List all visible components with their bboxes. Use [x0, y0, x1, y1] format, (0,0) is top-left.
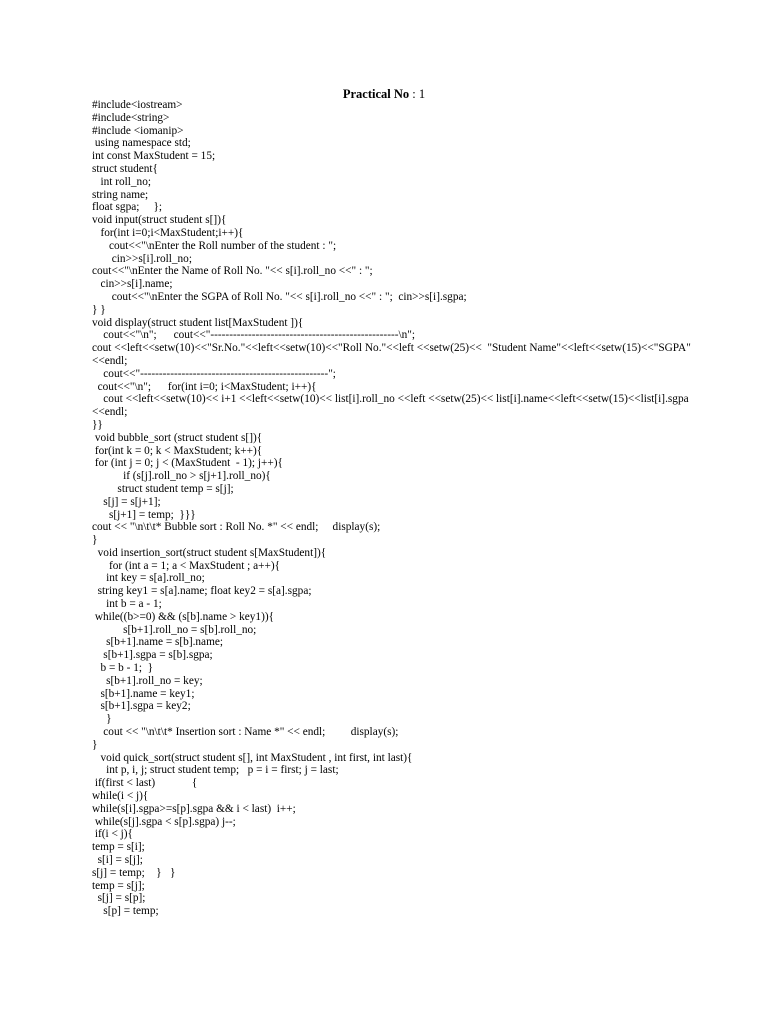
code-line: cin>>s[i].roll_no;: [92, 252, 192, 265]
code-line: using namespace std;: [92, 137, 191, 150]
code-line: temp = s[j];: [92, 879, 145, 892]
code-line: string key1 = s[a].name; float key2 = s[a].sgpa;: [92, 585, 312, 598]
code-line: string name;: [92, 188, 149, 201]
code-line: s[p] = temp;: [92, 905, 159, 918]
code-line: cout <<left<<setw(10)<<"Sr.No."<<left<<setw(10)<<"Roll No."<<left <<setw(25)<< "Student Name"<<left<<setw(15)<<"SGPA": [92, 342, 691, 355]
code-line: #include<iostream>: [92, 99, 183, 111]
code-line: if(first < last) {: [92, 777, 198, 790]
code-line: int b = a - 1;: [92, 598, 162, 611]
code-line: cout<<"\nEnter the SGPA of Roll No. "<< s[i].roll_no <<" : "; cin>>s[i].sgpa;: [92, 290, 467, 303]
code-line: }: [92, 738, 98, 751]
code-line: void quick_sort(struct student s[], int MaxStudent , int first, int last){: [92, 751, 413, 764]
code-line: s[j] = s[j+1];: [92, 495, 161, 508]
code-line: temp = s[i];: [92, 841, 145, 854]
code-line: cout<<"\nEnter the Name of Roll No. "<< s[i].roll_no <<" : ";: [92, 265, 373, 278]
code-line: int key = s[a].roll_no;: [92, 572, 205, 585]
code-line: struct student temp = s[j];: [92, 482, 234, 495]
code-line: } }: [92, 303, 106, 316]
code-line: void insertion_sort(struct student s[MaxStudent]){: [92, 546, 327, 559]
code-line: void bubble_sort (struct student s[]){: [92, 431, 263, 444]
code-line: s[b+1].name = key1;: [92, 687, 195, 700]
code-line: }: [92, 713, 112, 726]
code-line: s[b+1].roll_no = key;: [92, 674, 203, 687]
code-line: while(i < j){: [92, 790, 149, 803]
code-line: s[b+1].roll_no = s[b].roll_no;: [92, 623, 257, 636]
code-line: s[j] = s[p];: [92, 892, 146, 905]
code-line: int p, i, j; struct student temp; p = i = first; j = last;: [92, 764, 339, 777]
code-line: while(s[j].sgpa < s[p].sgpa) j--;: [92, 815, 236, 828]
code-line: }: [92, 534, 98, 547]
code-line: s[i] = s[j];: [92, 854, 143, 867]
code-line: cout <<left<<setw(10)<< i+1 <<left<<setw(10)<< list[i].roll_no <<left <<setw(25)<< list[i].name<<left<<setw(15)<<list[i].sgpa: [92, 393, 689, 406]
code-line: cout<<"\n"; cout<<"--------------------------------------------------\n";: [92, 329, 416, 342]
title-number: : 1: [409, 87, 426, 101]
code-line: void display(struct student list[MaxStudent ]){: [92, 316, 304, 329]
code-line: s[b+1].name = s[b].name;: [92, 636, 224, 649]
code-line: b = b - 1; }: [92, 662, 154, 675]
code-line: s[j+1] = temp; }}}: [92, 508, 196, 521]
code-line: int const MaxStudent = 15;: [92, 150, 216, 163]
code-line: if (s[j].roll_no > s[j+1].roll_no){: [92, 470, 271, 483]
code-line: float sgpa; };: [92, 201, 163, 214]
code-line: cout<<"\nEnter the Roll number of the student : ";: [92, 239, 337, 252]
code-line: cin>>s[i].name;: [92, 278, 173, 291]
code-line: for(int i=0;i<MaxStudent;i++){: [92, 226, 244, 239]
code-line: void input(struct student s[]){: [92, 214, 227, 227]
code-line: while(s[i].sgpa>=s[p].sgpa && i < last) i++;: [92, 802, 296, 815]
code-line: cout << "\n\t\t* Bubble sort : Roll No. *" << endl; display(s);: [92, 521, 381, 534]
code-line: }}: [92, 418, 103, 431]
code-line: s[b+1].sgpa = key2;: [92, 700, 191, 713]
code-line: struct student{: [92, 162, 158, 175]
code-line: for (int a = 1; a < MaxStudent ; a++){: [92, 559, 281, 572]
code-listing: [92, 99, 712, 918]
code-line: if(i < j){: [92, 828, 133, 841]
code-line: <<endl;: [92, 354, 128, 367]
code-line: s[b+1].sgpa = s[b].sgpa;: [92, 649, 213, 662]
code-line: s[j] = temp; } }: [92, 866, 176, 879]
title-label: Practical No: [342, 87, 410, 101]
code-line: cout<<"\n"; for(int i=0; i<MaxStudent; i++){: [92, 380, 317, 393]
code-line: #include <iomanip>: [92, 124, 184, 137]
code-line: for(int k = 0; k < MaxStudent; k++){: [92, 444, 263, 457]
code-line: cout << "\n\t\t* Insertion sort : Name *" << endl; display(s);: [92, 726, 399, 739]
code-line: #include<string>: [92, 111, 170, 124]
code-line: <<endl;: [92, 406, 128, 419]
code-line: cout<<"--------------------------------------------------";: [92, 367, 336, 380]
code-line: int roll_no;: [92, 175, 151, 188]
code-line: for (int j = 0; j < (MaxStudent - 1); j++){: [92, 457, 283, 470]
code-line: while((b>=0) && (s[b].name > key1)){: [92, 610, 275, 623]
